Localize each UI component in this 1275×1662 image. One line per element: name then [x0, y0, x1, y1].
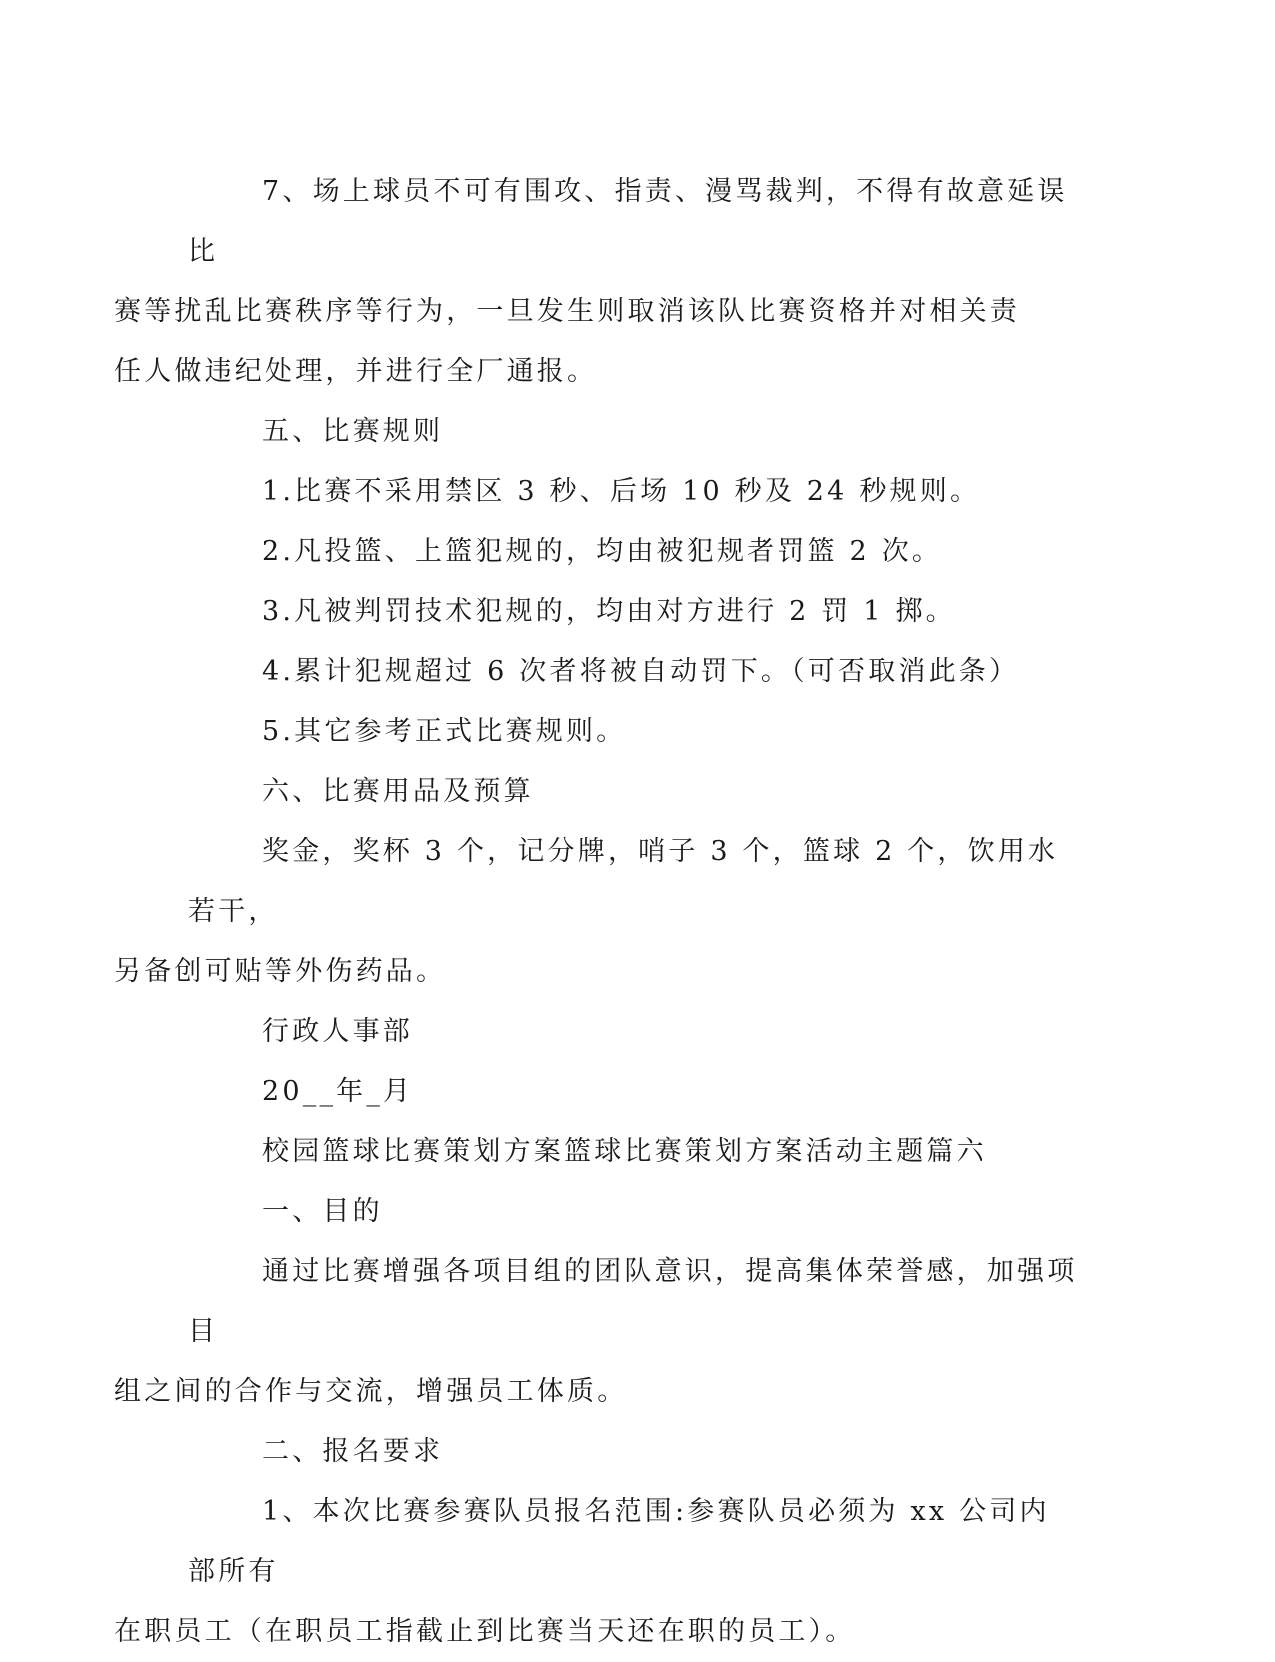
section-heading-rules	[188, 402, 1078, 462]
text-line: 1.比赛不采用禁区 3 秒、后场 10 秒及 24 秒规则。	[262, 476, 981, 507]
purpose-paragraph	[114, 1242, 1078, 1422]
rule-item-5	[188, 702, 1078, 762]
section-heading-supplies	[188, 762, 1078, 822]
section-heading-registration	[188, 1422, 1078, 1482]
text-line: 五、比赛规则	[262, 416, 444, 447]
text-line: 六、比赛用品及预算	[262, 776, 534, 807]
department-signature	[188, 1002, 1078, 1062]
rule-item-1	[188, 462, 1078, 522]
document-title	[188, 1122, 1078, 1182]
text-line: 2.凡投篮、上篮犯规的，均由被犯规者罚篮 2 次。	[262, 536, 943, 567]
text-line: 1、本次比赛参赛队员报名范围:参赛队员必须为 xx 公司内部所有	[188, 1496, 1050, 1587]
rule-item-3	[188, 582, 1078, 642]
supplies-paragraph	[114, 822, 1078, 1002]
paragraph-rule-7	[114, 162, 1078, 402]
section-heading-purpose	[188, 1182, 1078, 1242]
text-line: 赛等扰乱比赛秩序等行为，一旦发生则取消该队比赛资格并对相关责	[114, 296, 1020, 327]
text-line: 5.其它参考正式比赛规则。	[262, 716, 627, 747]
text-line: 二、报名要求	[262, 1436, 444, 1467]
text-line: 通过比赛增强各项目组的团队意识，提高集体荣誉感，加强项目	[188, 1256, 1078, 1347]
text-line: 4.累计犯规超过 6 次者将被自动罚下。（可否取消此条）	[262, 656, 1020, 687]
text-line: 任人做违纪处理，并进行全厂通报。	[114, 356, 598, 387]
text-line: 3.凡被判罚技术犯规的，均由对方进行 2 罚 1 掷。	[262, 596, 956, 627]
date-line	[188, 1062, 1078, 1122]
text-line: 7、场上球员不可有围攻、指责、漫骂裁判，不得有故意延误比	[188, 176, 1068, 267]
text-line: 一、目的	[262, 1196, 383, 1227]
text-line: 20__年_月	[262, 1076, 414, 1107]
rule-item-2	[188, 522, 1078, 582]
document-body	[114, 162, 1078, 1662]
text-line: 组之间的合作与交流，增强员工体质。	[114, 1376, 628, 1407]
rule-item-4	[188, 642, 1078, 702]
text-line: 另备创可贴等外伤药品。	[114, 956, 447, 987]
text-line: 在职员工（在职员工指截止到比赛当天还在职的员工）。	[114, 1616, 856, 1647]
text-line: 行政人事部	[262, 1016, 413, 1047]
text-line: 校园篮球比赛策划方案篮球比赛策划方案活动主题篇六	[262, 1136, 987, 1167]
registration-paragraph	[114, 1482, 1078, 1662]
text-line: 奖金，奖杯 3 个，记分牌，哨子 3 个，篮球 2 个，饮用水若干，	[188, 836, 1059, 927]
